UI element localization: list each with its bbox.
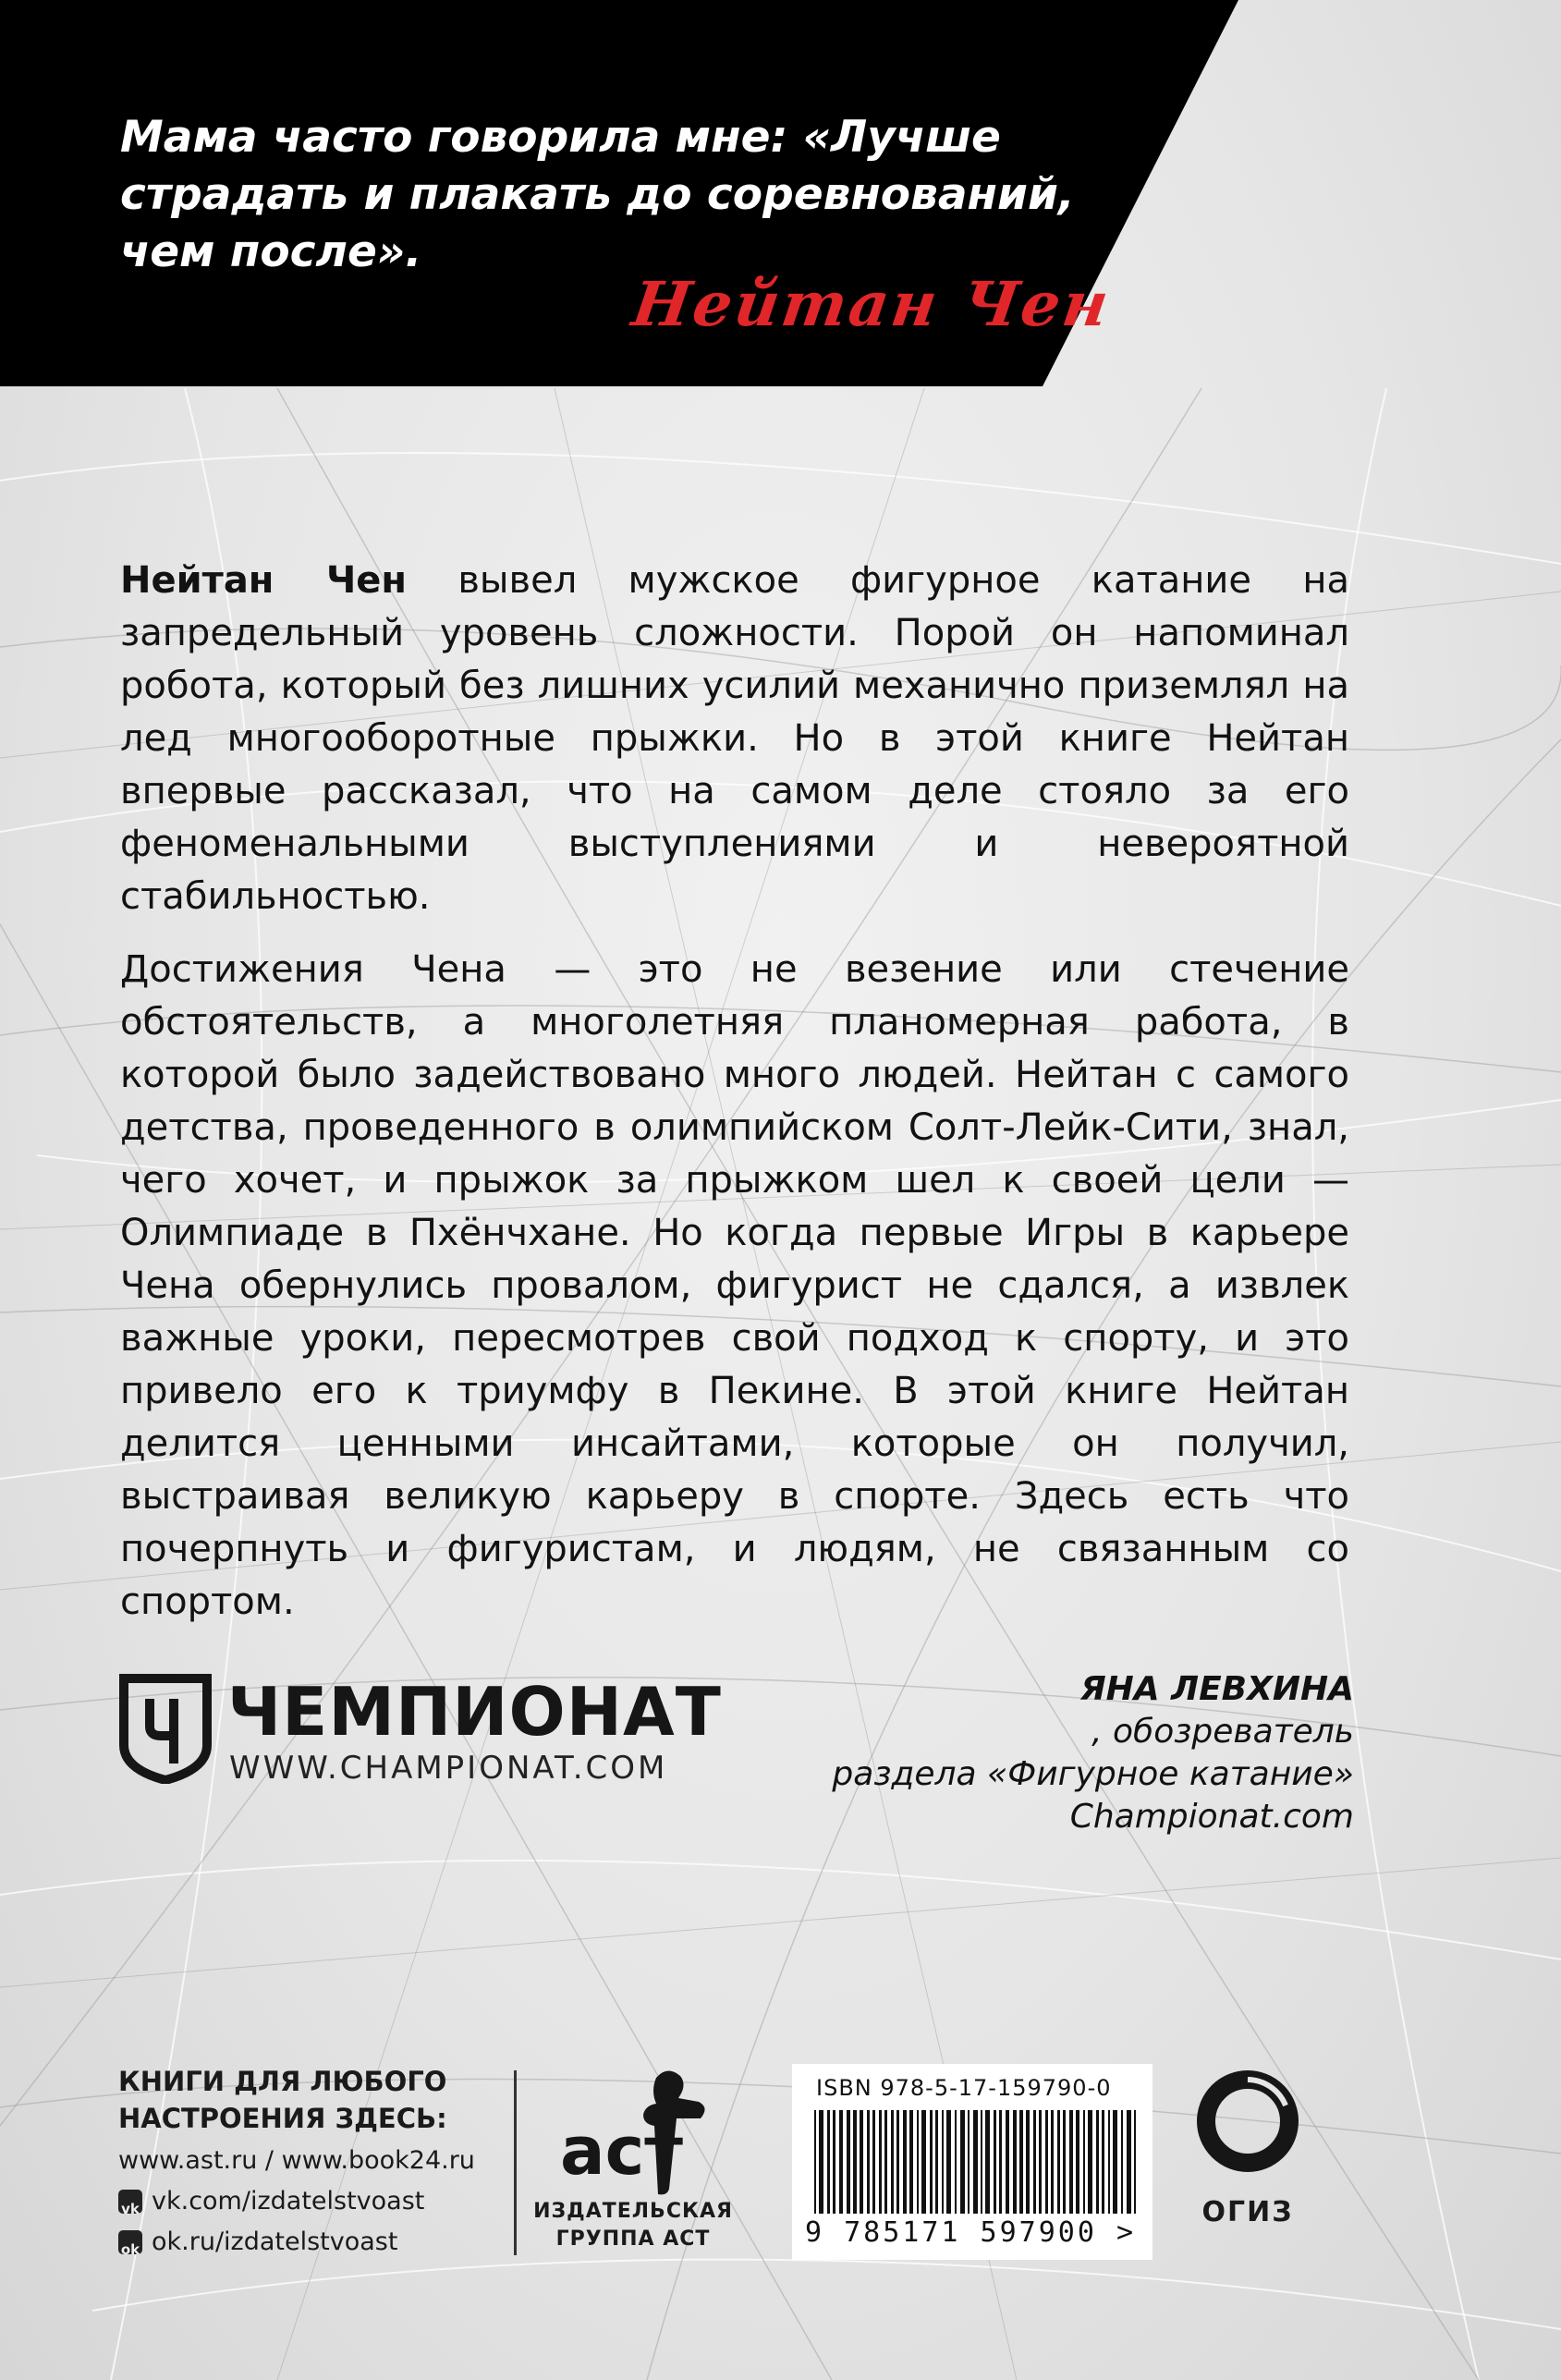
isbn-number: ISBN 978-5-17-159790-0 bbox=[816, 2075, 1112, 2101]
ok-icon: ok bbox=[118, 2230, 142, 2254]
quote-line: Мама часто говорила мне: «Лучше bbox=[120, 112, 1001, 163]
reviewer-line-1 bbox=[758, 1668, 1354, 1753]
books-links bbox=[118, 2063, 516, 2259]
barcode-icon bbox=[811, 2110, 1143, 2214]
reviewer-source: Championat.com bbox=[1069, 1798, 1354, 1836]
ast-subtitle-line: ГРУППА АСТ bbox=[555, 2227, 711, 2251]
ok-link[interactable]: ok.ru/izdatelstvoast bbox=[152, 2227, 398, 2256]
ogiz-label: ОГИЗ bbox=[1201, 2196, 1294, 2228]
books-heading: КНИГИ ДЛЯ ЛЮБОГО bbox=[118, 2066, 447, 2097]
sites-link[interactable]: www.ast.ru / www.book24.ru bbox=[118, 2146, 475, 2175]
championat-shield-icon bbox=[118, 1673, 213, 1784]
championat-name: ЧЕМПИОНАТ bbox=[227, 1673, 722, 1751]
isbn-barcode bbox=[792, 2064, 1152, 2260]
ast-logo-text: аст bbox=[560, 2112, 683, 2190]
description-paragraph-2: Достижения Чена — это не везение или стечение обстоятельств, а многолетняя планомерная работа, в которой было задействовано много людей. Нейтан с самого детства, проведенного в олимпийском Солт-Лейк-Сити, знал, чего хочет, и прыжок за прыжком шел к своей цели — Олимпиаде в Пхёнчхане. Но когда первые Игры в карьере Чена обернулись провалом, фигурист не сдался, а извлек важные уроки, пересмотрев свой подход к спорту, и это привело его к триумфу в Пекине. В этой книге Нейтан делится ценными инсайтами, которые он получил, выстраивая великую карьеру в спорте. Здесь есть что почерпнуть и фигуристам, и людям, не связанным со спортом. bbox=[120, 948, 1349, 1623]
reviewer-credit bbox=[758, 1668, 1354, 1838]
ogiz-logo bbox=[1188, 2069, 1308, 2253]
epigraph-quote bbox=[120, 109, 1183, 281]
reviewer-name: ЯНА ЛЕВХИНА bbox=[1079, 1670, 1354, 1708]
vk-row bbox=[118, 2185, 516, 2218]
championat-logo bbox=[118, 1673, 722, 1812]
barcode-digits: 9 785171 597900 > bbox=[805, 2216, 1137, 2249]
vk-link[interactable]: vk.com/izdatelstvoast bbox=[152, 2187, 425, 2215]
paragraph-text: вывел мужское фигурное катание на запредельный уровень сложности. Порой он напоминал робота, который без лишних усилий механично приземлял на лед многооборотные прыжки. Но в этой книге Нейтан впервые рассказал, что на самом деле стояло за его феноменальными выступлениями и невероятной стабильностью. bbox=[120, 559, 1349, 918]
ogiz-ring-icon bbox=[1195, 2069, 1300, 2174]
sites-row bbox=[118, 2144, 516, 2178]
books-heading: НАСТРОЕНИЯ ЗДЕСЬ: bbox=[118, 2103, 447, 2134]
ast-subtitle-line: ИЗДАТЕЛЬСКАЯ bbox=[533, 2200, 733, 2223]
quote-line: чем после». bbox=[120, 226, 422, 277]
ast-subtitle bbox=[527, 2198, 739, 2253]
ok-row bbox=[118, 2226, 516, 2259]
ast-logo-icon bbox=[555, 2061, 712, 2200]
vertical-divider bbox=[514, 2070, 517, 2255]
quote-line: страдать и плакать до соревнований, bbox=[120, 169, 1075, 220]
quote-author-signature: Нейтан Чен bbox=[628, 268, 1116, 340]
ast-publisher-logo bbox=[527, 2061, 739, 2283]
reviewer-line-2: раздела «Фигурное катание» bbox=[832, 1755, 1354, 1793]
reviewer-role: , обозреватель bbox=[1091, 1713, 1354, 1751]
championat-url: WWW.CHAMPIONAT.COM bbox=[229, 1750, 668, 1787]
description-paragraph-1 bbox=[120, 555, 1349, 923]
author-name-bold: Нейтан Чен bbox=[120, 559, 408, 602]
vk-icon: vk bbox=[118, 2190, 142, 2214]
